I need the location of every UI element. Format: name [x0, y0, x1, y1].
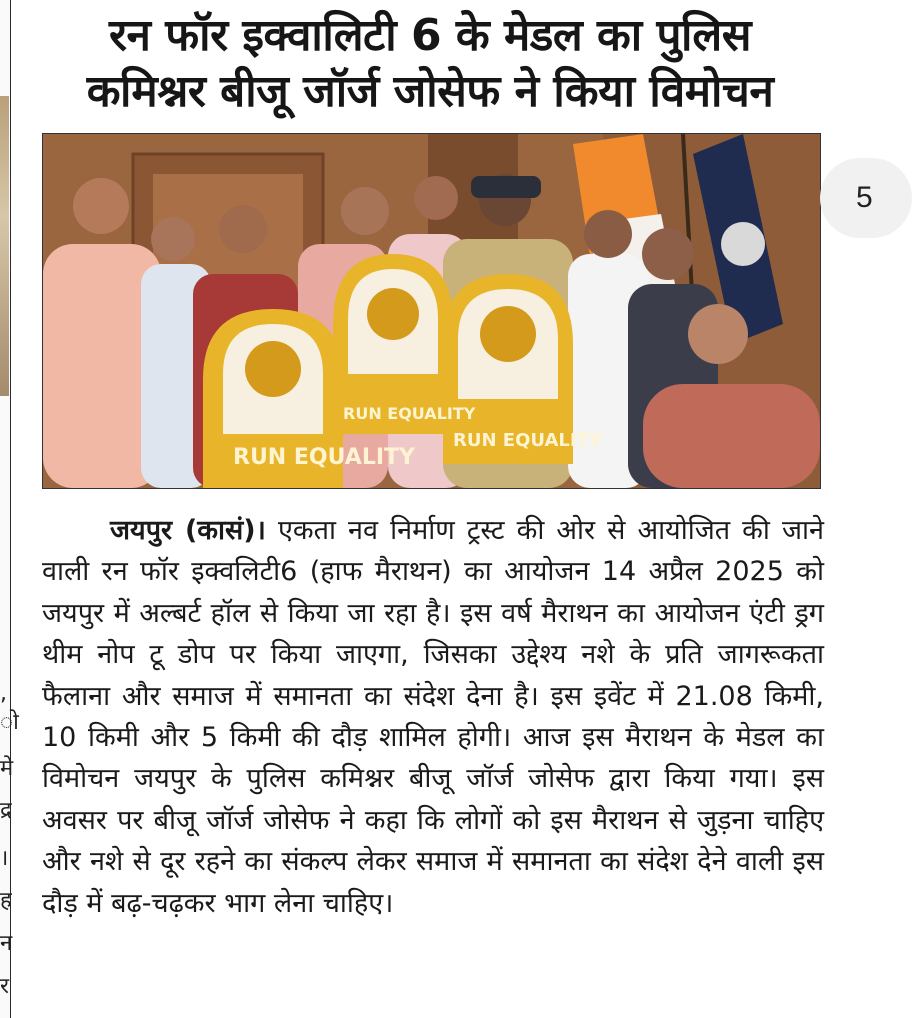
headline-line-1: रन फॉर इक्वालिटी 6 के मेडल का पुलिस — [109, 10, 751, 61]
adjacent-text-fragment: , — [0, 681, 7, 706]
adjacent-text-fragment: ो — [0, 710, 19, 735]
headline-line-2: कमिश्नर बीजू जॉर्ज जोसेफ ने किया विमोचन — [86, 66, 774, 117]
medal-text-center: RUN EQUALITY — [343, 404, 476, 423]
medal-text-left: RUN EQUALITY — [233, 445, 415, 470]
article-body — [42, 510, 824, 924]
adjacent-column-strip — [0, 0, 19, 1018]
article-text: एकता नव निर्माण ट्रस्ट की ओर से आयोजित की जाने वाली रन फॉर इक्वलिटी6 (हाफ मैराथन) का आयोजन 14 अप्रैल 2025 को जयपुर में अल्बर्ट हॉल से किया जा रहा है। इस वर्ष मैराथन का आयोजन एंटी ड्रग थीम नोप टू डोप पर किया जाएगा, जिसका उद्देश्य नशे के प्रति जागरूकता फैलाना और समाज में समानता का संदेश देना है। इस इवेंट में 21.08 किमी, 10 किमी और 5 किमी की दौड़ शामिल होगी। आज इस मैराथन के मेडल का विमोचन जयपुर के पुलिस कमिश्नर बीजू जॉर्ज जोसेफ द्वारा किया गया। इस अवसर पर बीजू जॉर्ज जोसेफ ने कहा कि लोगों को इस मैराथन से जुड़ना चाहिए और नशे से दूर रहने का संकल्प लेकर समाज में समानता का संदेश देने वाली इस दौड़ में बढ़-चढ़कर भाग लेना चाहिए। — [42, 515, 824, 919]
article-dateline: जयपुर (कासं)। — [110, 515, 266, 546]
adjacent-text-fragment: मे — [0, 756, 14, 781]
headline — [30, 8, 830, 120]
adjacent-photo-edge — [0, 96, 9, 396]
adjacent-text-fragment: द्र — [0, 798, 12, 823]
page-number-badge[interactable] — [820, 158, 912, 238]
medal-text-right: RUN EQUALITY — [453, 430, 602, 451]
adjacent-text-fragment: न — [0, 931, 13, 956]
news-photo-illustration — [43, 134, 820, 488]
page-number: 5 — [856, 181, 873, 214]
adjacent-text-fragment: ह — [0, 888, 12, 913]
adjacent-text-fragment: । — [0, 846, 9, 871]
adjacent-text-fragment: र — [0, 974, 9, 999]
news-photo — [42, 133, 821, 489]
